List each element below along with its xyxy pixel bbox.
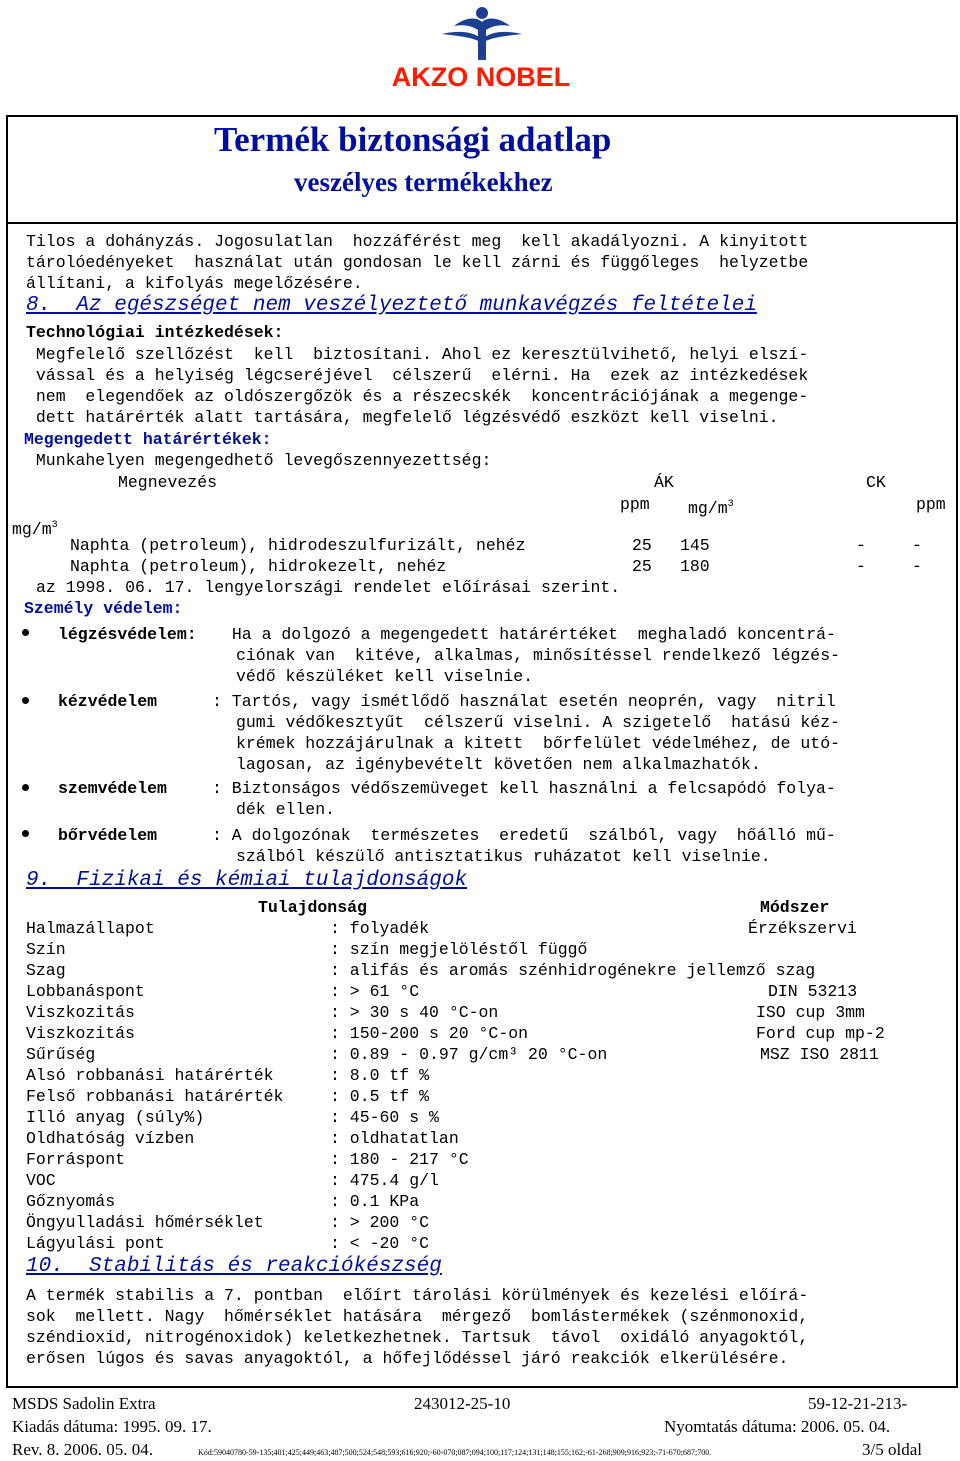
ppe-text: védő készüléket kell viselnie. [236, 667, 534, 686]
ppe-text: krémek hozzájárulnak a kitett bőrfelület védelméhez, de utó- [236, 734, 840, 753]
property-value: : 0.5 tf % [330, 1087, 430, 1106]
ppe-label-skin: bőrvédelem [58, 826, 158, 845]
footer-code: 243012-25-10 [414, 1394, 511, 1413]
tech-text-line: nem elegendőek az oldószergőzök és a részecskék koncentrációjának a megenge- [26, 387, 809, 406]
column-name-header: Megnevezés [118, 473, 218, 492]
unit-ppm: ppm [620, 495, 650, 514]
property-name: Szag [26, 961, 66, 980]
property-value: : oldhatatlan [330, 1129, 459, 1148]
property-name: Lobbanáspont [26, 982, 145, 1001]
stability-text-line: széndioxid, nitrogénoxidok) keletkezhetnek. Tartsuk távol oxidáló anyagoktól, [26, 1328, 809, 1347]
ppe-text: : A dolgozónak természetes eredetű szálból, vagy hőálló mű- [212, 826, 836, 845]
property-value: : 150-200 s 20 °C-on [330, 1024, 529, 1043]
ppe-text: szálból készülő antisztatikus ruházatot kell viselnie. [236, 847, 771, 866]
property-value: : szín megjelöléstől függő [330, 940, 588, 959]
bullet-icon [22, 830, 29, 837]
property-name: Oldhatóság vízben [26, 1129, 195, 1148]
limit-row-ck-mg: - [912, 557, 922, 576]
ppe-text: ciónak van kitéve, alkalmas, minősítéssel rendelkező légzés- [236, 646, 840, 665]
section-8-heading: 8. Az egészséget nem veszélyeztető munkavégzés feltételei [26, 294, 757, 317]
regulation-note: az 1998. 06. 17. lengyelországi rendelet előírásai szerint. [36, 578, 621, 597]
property-name: Gőznyomás [26, 1192, 116, 1211]
property-value: : 0.1 KPa [330, 1192, 420, 1211]
column-ck-header: CK [866, 473, 886, 492]
akzo-nobel-logo [384, 4, 578, 90]
ppe-label-eye: szemvédelem [58, 779, 167, 798]
property-value: : 475.4 g/l [330, 1171, 439, 1190]
tech-text-line: Megfelelő szellőzést kell biztosítani. Ahol ez keresztülvihető, helyi elszí- [26, 345, 809, 364]
property-method: Érzékszervi [748, 919, 857, 938]
limit-row-name: Naphta (petroleum), hidrokezelt, nehéz [70, 557, 447, 576]
property-name: Alsó robbanási határérték [26, 1066, 274, 1085]
footer-page: 3/5 oldal [862, 1440, 922, 1459]
property-method: ISO cup 3mm [756, 1003, 865, 1022]
bullet-icon [22, 784, 29, 791]
property-name: Öngyulladási hőmérséklet [26, 1213, 264, 1232]
bullet-icon [22, 629, 29, 636]
tech-text-line: dett határérték alatt tartására, megfelelő légzésvédő eszközt kell viselni. [26, 408, 779, 427]
property-value: : > 200 °C [330, 1213, 430, 1232]
property-value: : 0.89 - 0.97 g/cm³ 20 °C-on [330, 1045, 608, 1064]
ppe-text: lagosan, az igénybevételt követően nem alkalmazhatók. [236, 755, 761, 774]
ppe-text: Ha a dolgozó a megengedett határértéket meghaladó koncentrá- [222, 625, 836, 644]
footer-print-date: Nyomtatás dátuma: 2006. 05. 04. [664, 1417, 891, 1436]
limit-row-ck-mg: - [912, 536, 922, 555]
property-name: Szín [26, 940, 66, 959]
property-name: Viszkozitás [26, 1003, 135, 1022]
property-value: : > 30 s 40 °C-on [330, 1003, 499, 1022]
tech-text-line: vással és a helyiség légcseréjével célszerű elérni. Ha ezek az intézkedések [26, 366, 809, 385]
property-name: Forráspont [26, 1150, 126, 1169]
limit-row-ck-ppm: - [856, 557, 866, 576]
property-column-header: Tulajdonság [258, 898, 367, 917]
ppe-text: : Tartós, vagy ismétlődő használat esetén neoprén, vagy nitril [212, 692, 836, 711]
unit-mg-m3: $mg/m^3$ [12, 520, 58, 539]
footer-ref: 59-12-21-213- [808, 1394, 908, 1413]
limit-row-ak-ppm: 25 [632, 536, 652, 555]
property-value: : < -20 °C [330, 1234, 430, 1253]
limit-row-name: Naphta (petroleum), hidrodeszulfurizált, nehéz [70, 536, 526, 555]
ppe-text: gumi védőkesztyűt célszerű viselni. A szigetelő hatású kéz- [236, 713, 840, 732]
limit-row-ak-ppm: 25 [632, 557, 652, 576]
property-value: : 45-60 s % [330, 1108, 439, 1127]
ppe-text: dék ellen. [236, 800, 336, 819]
logo-text: AKZO NOBEL [391, 62, 571, 90]
property-name: Viszkozitás [26, 1024, 135, 1043]
method-column-header: Módszer [760, 898, 830, 917]
property-method: DIN 53213 [768, 982, 858, 1001]
limit-row-ck-ppm: - [856, 536, 866, 555]
stability-text-line: erősen lúgos és savas anyagoktól, a hőfejlődéssel járó reakciók elkerülésére. [26, 1349, 789, 1368]
intro-line: tárolóedényeket használat után gondosan le kell zárni és függőleges helyzetbe [26, 253, 809, 272]
unit-mg-m3: $mg/m^3$ [688, 499, 734, 518]
property-name: Lágyulási pont [26, 1234, 165, 1253]
property-name: Felső robbanási határérték [26, 1087, 284, 1106]
footer-issue-date: Kiadás dátuma: 1995. 09. 17. [12, 1417, 212, 1436]
property-method: MSZ ISO 2811 [760, 1045, 879, 1064]
technology-measures-label: Technológiai intézkedések: [26, 323, 284, 342]
section-9-heading: 9. Fizikai és kémiai tulajdonságok [26, 869, 468, 892]
bullet-icon [22, 697, 29, 704]
intro-line: Tilos a dohányzás. Jogosulatlan hozzáférést meg kell akadályozni. A kinyitott [26, 232, 809, 251]
limit-row-ak-mg: 180 [680, 557, 710, 576]
stability-text-line: A termék stabilis a 7. pontban előírt tárolási körülmények és kezelési előírá- [26, 1286, 809, 1305]
unit-ppm: ppm [916, 495, 946, 514]
property-name: Halmazállapot [26, 919, 155, 938]
ppe-label-respiratory: légzésvédelem: [58, 625, 197, 644]
footer-product: MSDS Sadolin Extra [12, 1394, 156, 1413]
stability-text-line: sok mellett. Nagy hőmérséklet hatására mérgező bomlástermékek (szénmonoxid, [26, 1307, 809, 1326]
intro-line: állítani, a kifolyás megelőzésére. [26, 274, 363, 293]
footer-code-list: Kód:59040780-59-135;401;425;449;463;487;500;524;548;593;616;920;-60-070;087;094;100;117;124;131;148;155;162;-61-268;909;916;923;-71-670;687;700. [198, 1448, 712, 1457]
limit-row-ak-mg: 145 [680, 536, 710, 555]
personal-protection-label: Személy védelem: [24, 599, 183, 618]
property-value: : folyadék [330, 919, 430, 938]
ppe-label-hand: kézvédelem [58, 692, 158, 711]
property-name: Sűrűség [26, 1045, 96, 1064]
property-value: : 8.0 tf % [330, 1066, 430, 1085]
section-10-heading: 10. Stabilitás és reakciókészség [26, 1255, 442, 1278]
property-value: : alifás és aromás szénhidrogénekre jellemző szag [330, 961, 816, 980]
property-name: Illó anyag (súly%) [26, 1108, 205, 1127]
column-ak-header: ÁK [654, 473, 674, 492]
property-value: : 180 - 217 °C [330, 1150, 469, 1169]
workplace-limit-label: Munkahelyen megengedhető levegőszennyezettség: [26, 451, 492, 470]
footer-revision: Rev. 8. 2006. 05. 04. [12, 1440, 154, 1459]
exposure-limits-label: Megengedett határértékek: [24, 430, 272, 449]
document-subtitle: veszélyes termékekhez [294, 167, 553, 197]
property-method: Ford cup mp-2 [756, 1024, 885, 1043]
property-name: VOC [26, 1171, 56, 1190]
property-value: : > 61 °C [330, 982, 420, 1001]
document-title: Termék biztonsági adatlap [214, 120, 612, 159]
ppe-text: : Biztonságos védőszemüveget kell használni a felcsapódó folya- [212, 779, 836, 798]
